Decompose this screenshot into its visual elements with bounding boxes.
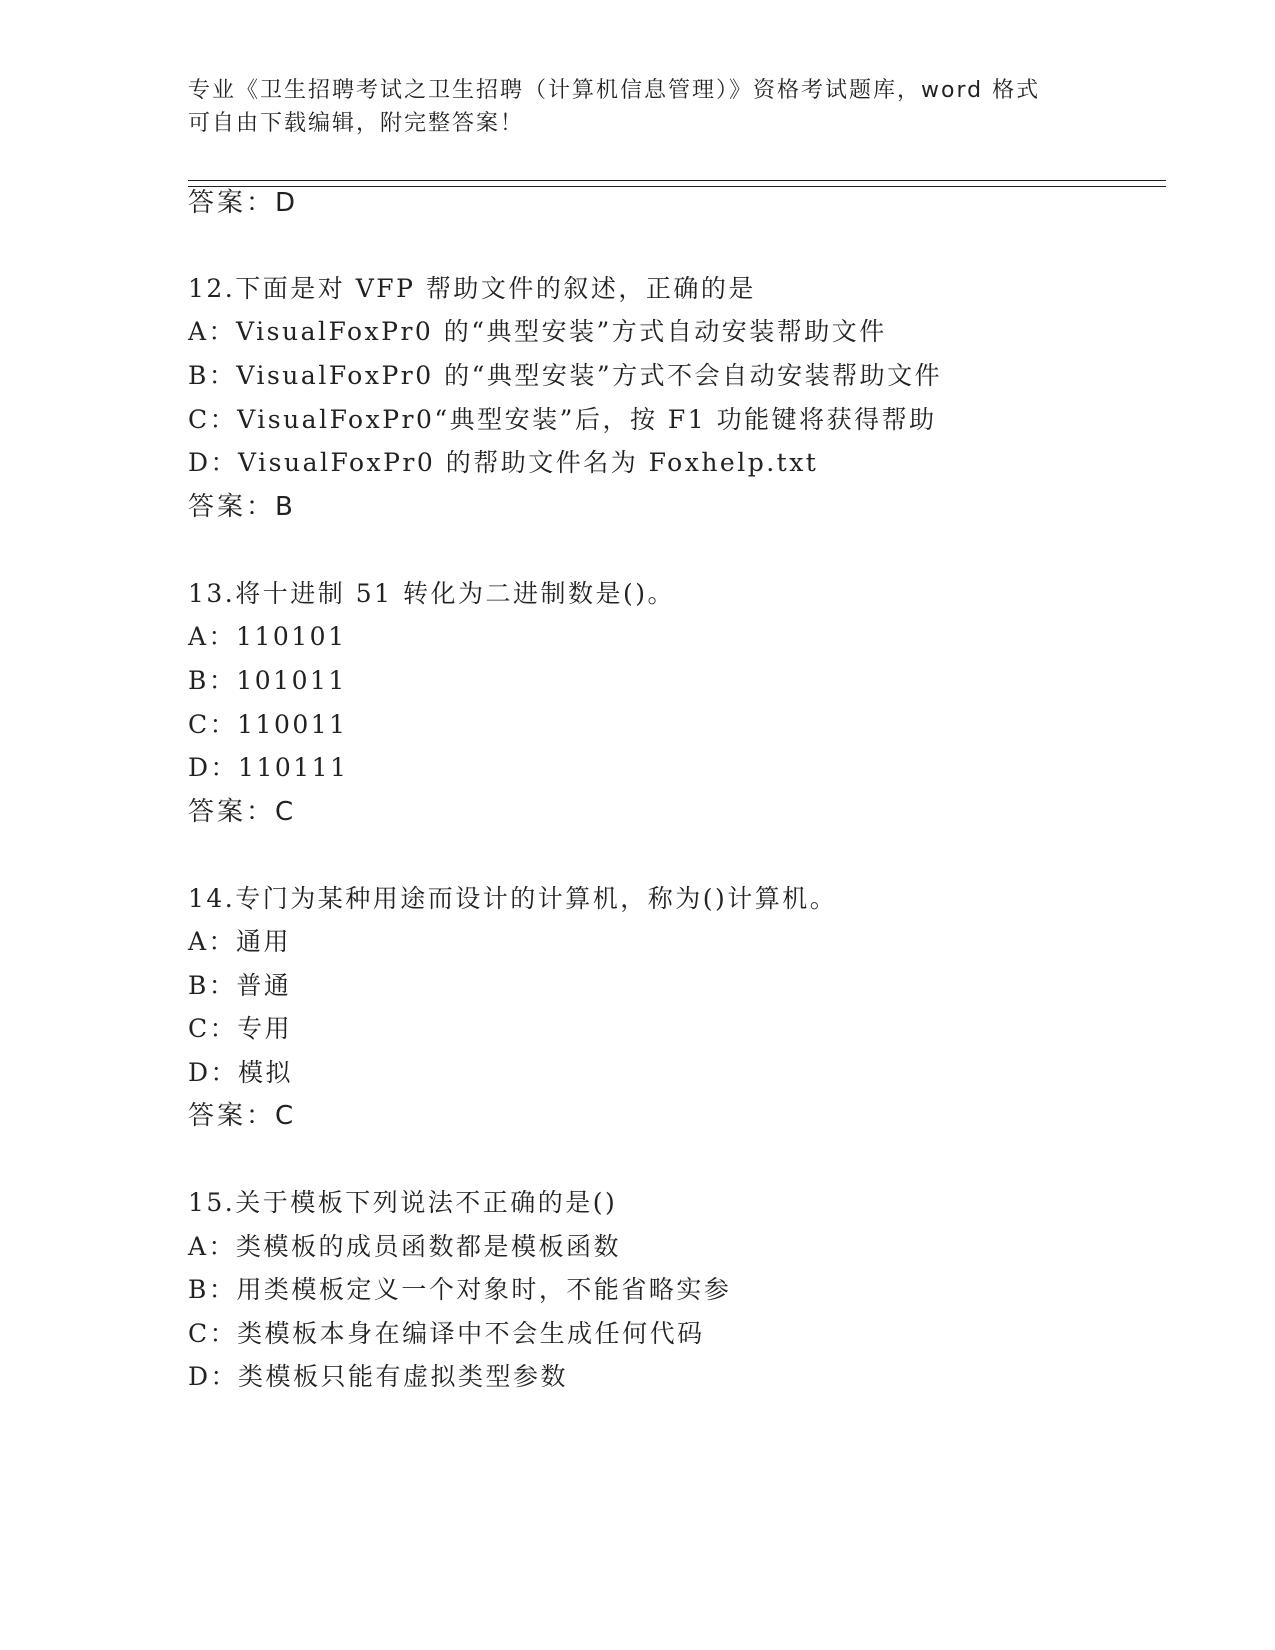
question-option: C：110011: [188, 710, 348, 739]
question-option: D：110111: [188, 753, 349, 782]
question-option: B：普通: [188, 971, 292, 1000]
question-option: B：101011: [188, 666, 347, 695]
question-option: A：110101: [188, 622, 347, 651]
answer-line: 答案：B: [188, 492, 296, 522]
question-option: D：VisualFoxPr0 的帮助文件名为 Foxhelp.txt: [188, 448, 819, 477]
question-option: B：用类模板定义一个对象时，不能省略实参: [188, 1275, 732, 1304]
header-divider-bottom: [188, 186, 1166, 187]
question-option: B：VisualFoxPr0 的“典型安装”方式不会自动安装帮助文件: [188, 361, 943, 390]
question-option: D：类模板只能有虚拟类型参数: [188, 1362, 569, 1391]
question-stem: 12.下面是对 VFP 帮助文件的叙述，正确的是: [188, 274, 756, 303]
document-header: [188, 74, 1088, 140]
question-option: C：专用: [188, 1014, 293, 1043]
question-option: A：VisualFoxPr0 的“典型安装”方式自动安装帮助文件: [188, 317, 887, 346]
header-divider-top: [188, 180, 1166, 181]
question-option: D：模拟: [188, 1058, 294, 1087]
question-stem: 14.专门为某种用途而设计的计算机，称为()计算机。: [188, 884, 838, 913]
answer-line: 答案：D: [188, 188, 299, 218]
question-stem: 15.关于模板下列说法不正确的是(): [188, 1188, 618, 1217]
question-option: A：类模板的成员函数都是模板函数: [188, 1232, 622, 1261]
question-option: A：通用: [188, 927, 292, 956]
question-stem: 13.将十进制 51 转化为二进制数是()。: [188, 579, 675, 608]
header-title-line-2: 可自由下载编辑，附完整答案！: [188, 111, 525, 136]
answer-line: 答案：C: [188, 797, 297, 827]
question-option: C：类模板本身在编译中不会生成任何代码: [188, 1319, 705, 1348]
header-title-line-1: 专业《卫生招聘考试之卫生招聘（计算机信息管理）》资格考试题库，word 格式: [188, 78, 1041, 103]
question-option: C：VisualFoxPr0“典型安装”后，按 F1 功能键将获得帮助: [188, 405, 937, 434]
answer-line: 答案：C: [188, 1101, 297, 1131]
